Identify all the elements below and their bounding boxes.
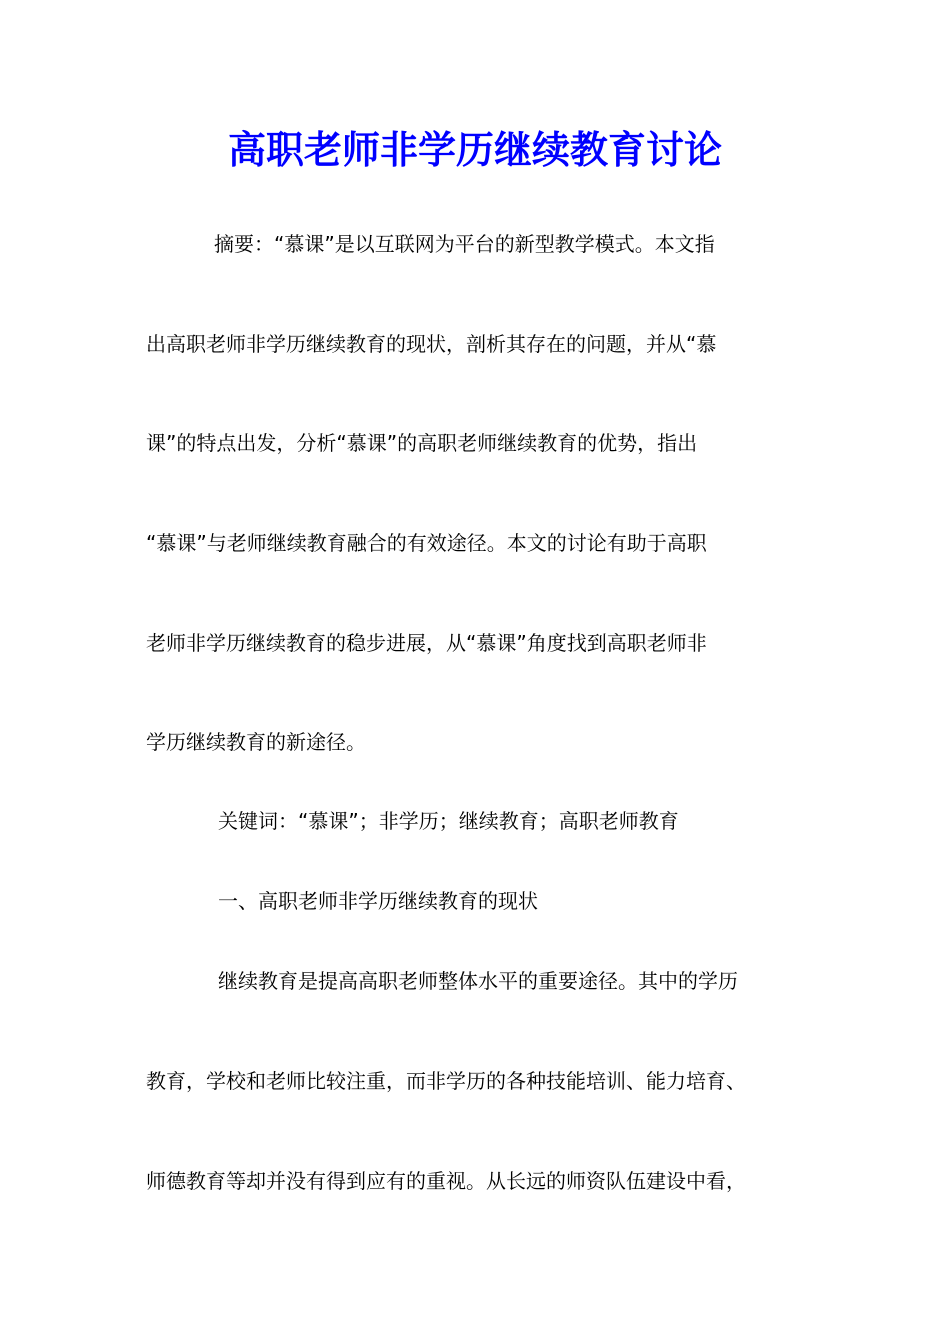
abstract-line-3: 课”的特点出发，分析“慕课”的高职老师继续教育的优势，指出 <box>146 431 698 455</box>
section-heading: 一、高职老师非学历继续教育的现状 <box>218 889 538 913</box>
document-title: 高职老师非学历继续教育讨论 <box>227 127 722 172</box>
keywords-line: 关键词：“慕课”；非学历；继续教育；高职老师教育 <box>218 809 679 833</box>
body-line-1: 继续教育是提高高职老师整体水平的重要途径。其中的学历 <box>218 969 738 993</box>
body-line-2: 教育，学校和老师比较注重，而非学历的各种技能培训、能力培育、 <box>146 1069 746 1093</box>
body-line-3: 师德教育等却并没有得到应有的重视。从长远的师资队伍建设中看， <box>146 1169 746 1193</box>
abstract-line-2: 出高职老师非学历继续教育的现状，剖析其存在的问题，并从“慕 <box>146 332 717 356</box>
abstract-line-4: “慕课”与老师继续教育融合的有效途径。本文的讨论有助于高职 <box>146 531 707 555</box>
abstract-line-5: 老师非学历继续教育的稳步进展，从“慕课”角度找到高职老师非 <box>146 631 707 655</box>
abstract-line-6: 学历继续教育的新途径。 <box>146 730 366 754</box>
abstract-line-1: 摘要：“慕课”是以互联网为平台的新型教学模式。本文指 <box>214 232 715 256</box>
